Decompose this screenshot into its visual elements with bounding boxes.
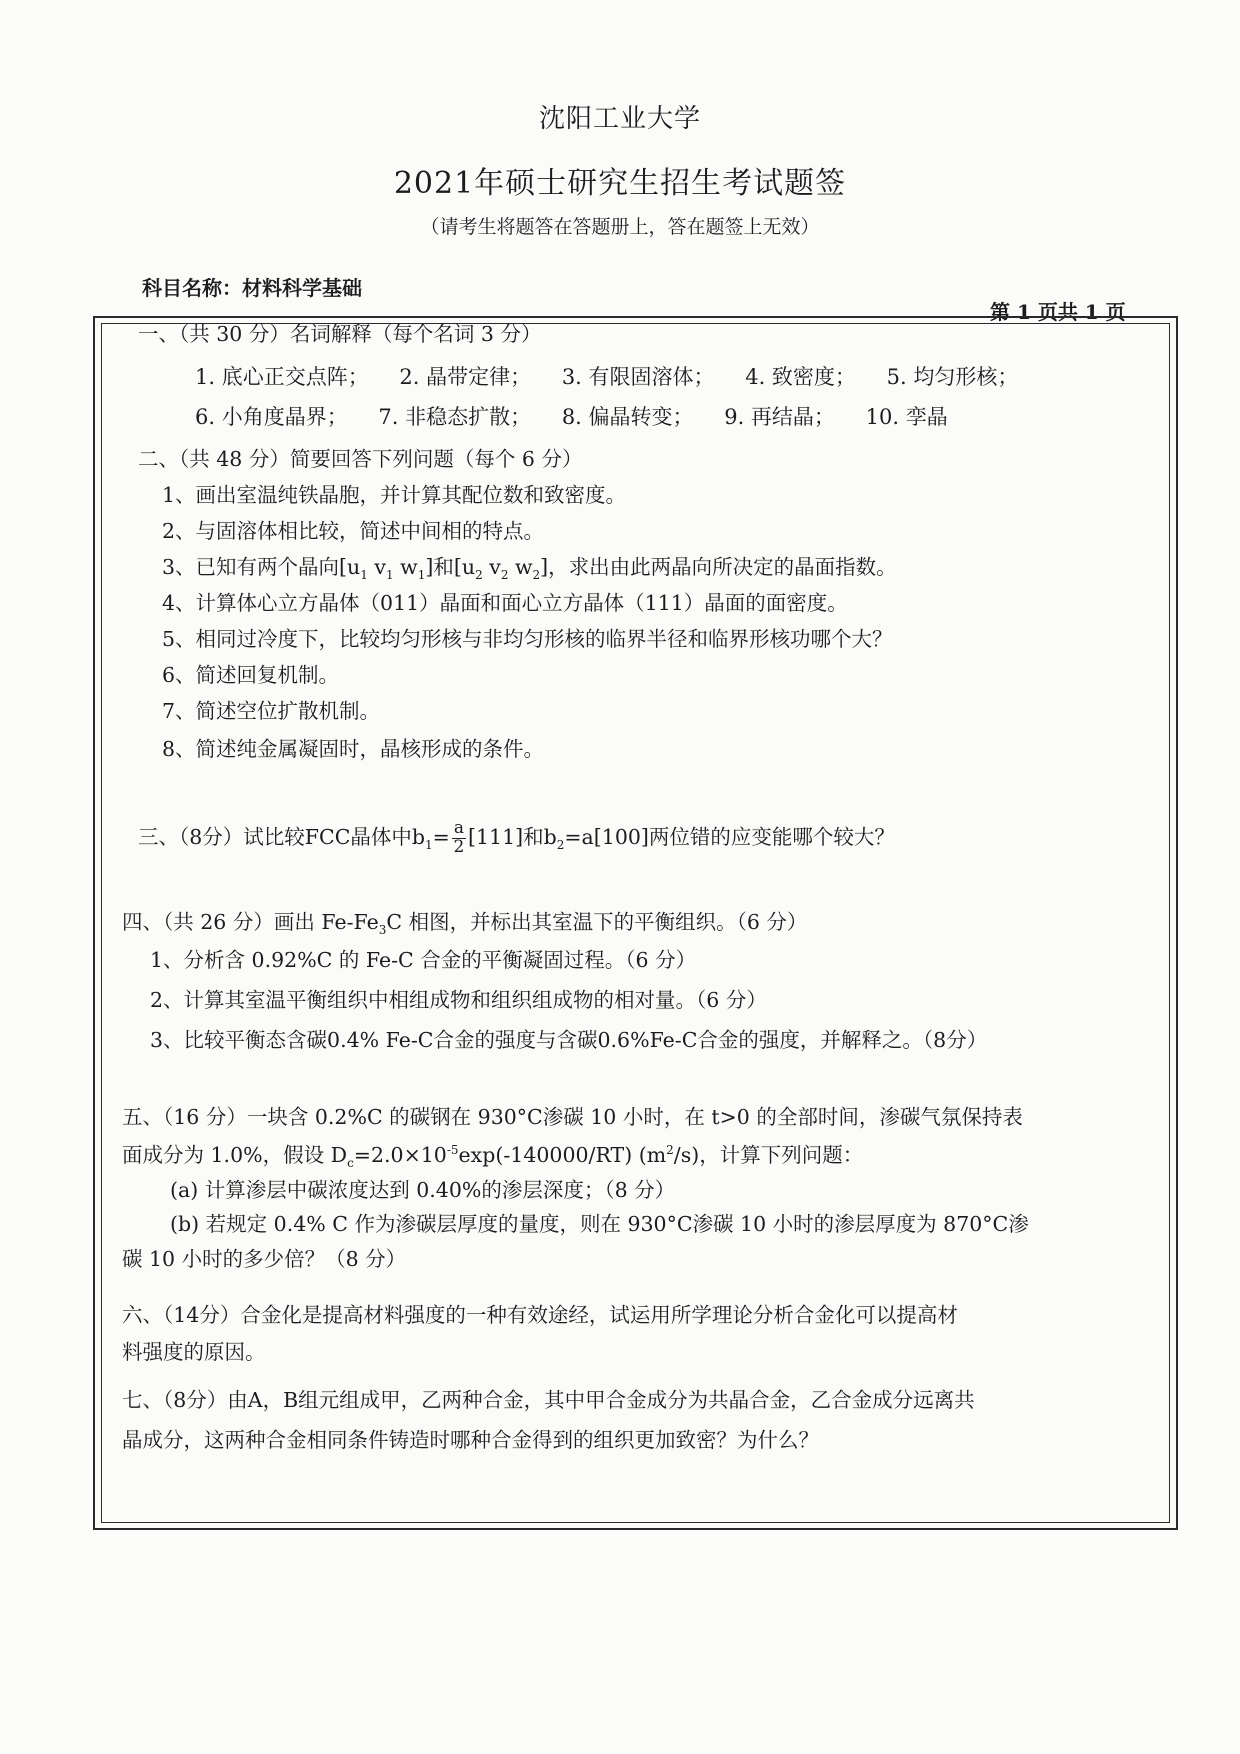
q2-item-3 [162, 555, 897, 582]
term-item: 9. 再结晶； [724, 405, 835, 429]
term-item: 7. 非稳态扩散； [378, 405, 532, 429]
q1-heading: 一、（共 30 分）名词解释（每个名词 3 分） [138, 322, 542, 346]
sup-text: 2 [666, 1143, 674, 1158]
q1-terms-row-2 [195, 405, 972, 430]
q4-heading-pre: 四、（共 26 分）画出 Fe-Fe [122, 910, 379, 934]
sup-text: -5 [446, 1143, 459, 1158]
sub-text: 1 [425, 837, 433, 852]
q7-line-1: 七、（8分）由A，B组元组成甲，乙两种合金，其中甲合金成分为共晶合金，乙合金成分远离共 [122, 1388, 975, 1412]
q2-item-3-mid: ]和[u [425, 555, 476, 579]
q2-item-6: 6、简述回复机制。 [162, 663, 340, 687]
exam-notice: （请考生将题答在答题册上，答在题签上无效） [420, 216, 820, 238]
q5-line2-pre: 面成分为 1.0%，假设 D [122, 1143, 348, 1167]
q5-line-1: 五、（16 分）一块含 0.2%C 的碳钢在 930°C渗碳 10 小时，在 t>0 的全部时间，渗碳气氛保持表 [122, 1105, 1023, 1129]
q5-line2-mid2: exp(-140000/RT) (m [458, 1143, 667, 1167]
q2-item-3-post: ]，求出由此两晶向所决定的晶面指数。 [540, 555, 897, 579]
q4-item-1: 1、分析含 0.92%C 的 Fe-C 合金的平衡凝固过程。（6 分） [150, 948, 697, 972]
exam-title: 2021年硕士研究生招生考试题签 [393, 166, 847, 201]
q5-line-2 [122, 1143, 863, 1170]
q7-line-2: 晶成分，这两种合金相同条件铸造时哪种合金得到的组织更加致密？为什么？ [122, 1428, 819, 1452]
q4-heading-post: C 相图，并标出其室温下的平衡组织。（6 分） [386, 910, 808, 934]
sub-text: 2 [556, 837, 565, 852]
sub-text: 3 [378, 923, 387, 938]
term-item: 4. 致密度； [745, 365, 856, 389]
sub-text: 1 [386, 568, 394, 583]
term-item: 3. 有限固溶体； [561, 365, 715, 389]
q2-item-3-v: v [367, 555, 386, 579]
page-number: 第 1 页共 1 页 [990, 300, 1126, 324]
term-item: 2. 晶带定律； [399, 365, 532, 389]
sub-text: 2 [500, 568, 509, 583]
q6-line-2: 料强度的原因。 [122, 1340, 266, 1364]
q2-item-3-v: v [482, 555, 501, 579]
q3-mid: [111]和b [467, 824, 557, 849]
q2-item-2: 2、与固溶体相比较，简述中间相的特点。 [162, 519, 545, 543]
q2-item-5: 5、相同过冷度下，比较均匀形核与非均匀形核的临界半径和临界形核功哪个大？ [162, 627, 893, 651]
q5-part-a: (a) 计算渗层中碳浓度达到 0.40%的渗层深度；（8 分） [170, 1178, 676, 1202]
sub-text: 1 [360, 568, 368, 583]
term-item: 8. 偏晶转变； [561, 405, 694, 429]
sub-text: 2 [532, 568, 541, 583]
q2-heading: 二、（共 48 分）简要回答下列问题（每个 6 分） [138, 447, 583, 471]
q2-item-3-w: w [393, 555, 418, 579]
q3-post: =a[100]两位错的应变能哪个较大？ [564, 824, 895, 849]
q4-item-3: 3、比较平衡态含碳0.4% Fe-C合金的强度与含碳0.6%Fe-C合金的强度，并解释之。（8分） [150, 1028, 988, 1052]
term-item: 1. 底心正交点阵； [195, 365, 369, 389]
q5-line2-mid: =2.0×10 [353, 1143, 447, 1167]
term-item: 6. 小角度晶界； [195, 405, 348, 429]
q3-eq: = [432, 824, 450, 849]
q2-item-3-w: w [508, 555, 533, 579]
q4-heading [122, 910, 807, 937]
sub-text: 2 [475, 568, 483, 583]
q2-item-4: 4、计算体心立方晶体（011）晶面和面心立方晶体（111）晶面的面密度。 [162, 591, 848, 615]
q3-text [138, 820, 895, 857]
q5-part-b-2: 碳 10 小时的多少倍？（8 分） [122, 1247, 407, 1271]
term-item: 5. 均匀形核； [886, 365, 1019, 389]
q2-item-8: 8、简述纯金属凝固时，晶核形成的条件。 [162, 737, 545, 761]
fraction-numerator: a [453, 818, 464, 838]
term-item: 10. 孪晶 [865, 405, 948, 429]
sub-text: c [347, 1156, 354, 1171]
q5-line2-post: /s)，计算下列问题： [673, 1143, 864, 1167]
q6-line-1: 六、（14分）合金化是提高材料强度的一种有效途经，试运用所学理论分析合金化可以提高材 [122, 1303, 958, 1327]
q1-terms-row-1 [195, 365, 1042, 390]
q2-item-7: 7、简述空位扩散机制。 [162, 699, 381, 723]
q2-item-1: 1、画出室温纯铁晶胞，并计算其配位数和致密度。 [162, 483, 627, 507]
fraction [452, 820, 466, 857]
q2-item-3-pre: 3、已知有两个晶向[u [162, 555, 361, 579]
sub-text: 1 [417, 568, 426, 583]
q3-pre: 三、（8分）试比较FCC晶体中b [138, 824, 426, 849]
fraction-denominator: 2 [453, 836, 465, 857]
school-name: 沈阳工业大学 [538, 104, 701, 134]
q5-part-b-1: (b) 若规定 0.4% C 作为渗碳层厚度的量度，则在 930°C渗碳 10 小时的渗层厚度为 870°C渗 [170, 1212, 1029, 1236]
q4-item-2: 2、计算其室温平衡组织中相组成物和组织组成物的相对量。（6 分） [150, 988, 767, 1012]
subject-name: 科目名称：材料科学基础 [142, 276, 362, 300]
